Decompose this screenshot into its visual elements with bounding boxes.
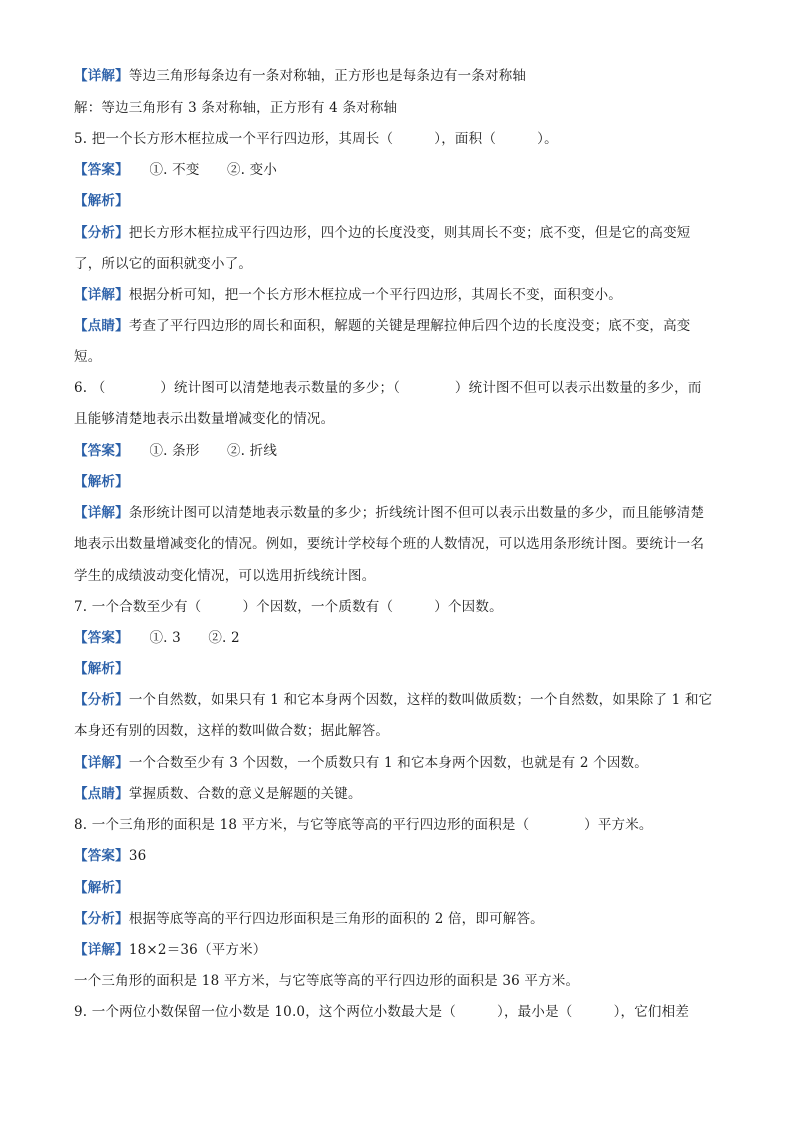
analysis-heading [74,659,129,679]
text-line [74,503,704,523]
question-5 [74,129,558,149]
section-tag: 【答案】 [74,443,123,459]
line-text: 等边三角形每条边有一条对称轴，正方形也是每条边有一条对称轴 [128,68,527,84]
section-tag: 【详解】 [74,287,129,303]
text-line [74,534,704,554]
section-tag: 【详解】 [74,68,129,84]
line-text: 一个合数至少有 3 个因数，一个质数只有 1 和它本身两个因数，也就是有 2 个因数。 [128,755,648,771]
question-8 [74,815,653,835]
section-tag: 【详解】 [74,505,129,521]
text-line [74,285,622,305]
section-tag: 【分析】 [74,911,129,927]
line-text: 根据分析可知，把一个长方形木框拉成一个平行四边形，其周长不变，面积变小。 [128,287,623,303]
line-text: 9. 一个两位小数保留一位小数是 10.0，这个两位小数最大是（ ），最小是（ ），它们相差 [74,1004,690,1020]
line-text: 学生的成绩波动变化情况，可以选用折线统计图。 [74,568,376,584]
line-text: 6. （ ）统计图可以清楚地表示数量的多少；（ ）统计图不但可以表示出数量的多少，而 [74,380,702,396]
line-text: 8. 一个三角形的面积是 18 平方米，与它等底等高的平行四边形的面积是（ ）平方米。 [74,817,653,833]
text-line [74,909,544,929]
line-text: 18×2＝36（平方米） [128,942,267,958]
line-text: 了，所以它的面积就变小了。 [74,256,253,272]
text-line [74,690,712,710]
answer-line [74,441,277,461]
question-7 [74,597,503,617]
section-tag: 【答案】 [74,630,123,646]
analysis-heading [74,878,129,898]
section-tag: 【详解】 [74,942,129,958]
section-tag: 【点睛】 [74,786,129,802]
line-text: ①. 3 ②. 2 [122,630,240,646]
line-text: 一个三角形的面积是 18 平方米，与它等底等高的平行四边形的面积是 36 平方米。 [74,973,580,989]
analysis-heading [74,191,129,211]
answer-line [74,628,240,648]
section-tag: 【解析】 [74,193,129,209]
text-line [74,223,691,243]
text-line [74,254,252,274]
line-text: 把长方形木框拉成平行四边形，四个边的长度没变，则其周长不变；底不变，但是它的高变短 [128,225,691,241]
line-text: 解：等边三角形有 3 条对称轴，正方形有 4 条对称轴 [74,100,398,116]
text-line [74,347,101,367]
section-tag: 【答案】 [74,848,129,864]
line-text: 掌握质数、合数的意义是解题的关键。 [128,786,362,802]
question-9 [74,1002,689,1022]
text-line [74,566,375,586]
text-line [74,316,691,336]
line-text: 且能够清楚地表示出数量增减变化的情况。 [74,411,335,427]
answer-line [74,160,277,180]
line-text: 考查了平行四边形的周长和面积，解题的关键是理解拉伸后四个边的长度没变；底不变，高变 [128,318,691,334]
line-text: 本身还有别的因数，这样的数叫做合数；据此解答。 [74,723,390,739]
line-text: 条形统计图可以清楚地表示数量的多少；折线统计图不但可以表示出数量的多少，而且能够清楚 [128,505,705,521]
section-tag: 【点睛】 [74,318,129,334]
section-tag: 【解析】 [74,474,129,490]
text-line [74,971,579,991]
section-tag: 【答案】 [74,162,123,178]
text-line [74,940,266,960]
section-tag: 【分析】 [74,692,129,708]
line-text: 根据等底等高的平行四边形面积是三角形的面积的 2 倍，即可解答。 [128,911,544,927]
answer-line [74,846,146,866]
question-6 [74,378,702,398]
line-text: 5. 把一个长方形木框拉成一个平行四边形，其周长（ ），面积（ ）。 [74,131,558,147]
text-line [74,721,389,741]
line-text: 36 [128,848,147,864]
line-text: 短。 [74,349,102,365]
line-text: ①. 条形 ②. 折线 [122,443,278,459]
line-text: 一个自然数，如果只有 1 和它本身两个因数，这样的数叫做质数；一个自然数，如果除了 1 和它 [128,692,713,708]
line-text: 7. 一个合数至少有（ ）个因数，一个质数有（ ）个因数。 [74,599,503,615]
text-line [74,784,362,804]
section-tag: 【详解】 [74,755,129,771]
section-tag: 【解析】 [74,661,129,677]
text-line [74,98,397,118]
line-text: ①. 不变 ②. 变小 [122,162,278,178]
section-tag: 【解析】 [74,880,129,896]
text-line [74,753,648,773]
text-line [74,66,526,86]
section-tag: 【分析】 [74,225,129,241]
text-line [74,409,334,429]
line-text: 地表示出数量增减变化的情况。例如，要统计学校每个班的人数情况，可以选用条形统计图。要统计一名 [74,536,705,552]
analysis-heading [74,472,129,492]
